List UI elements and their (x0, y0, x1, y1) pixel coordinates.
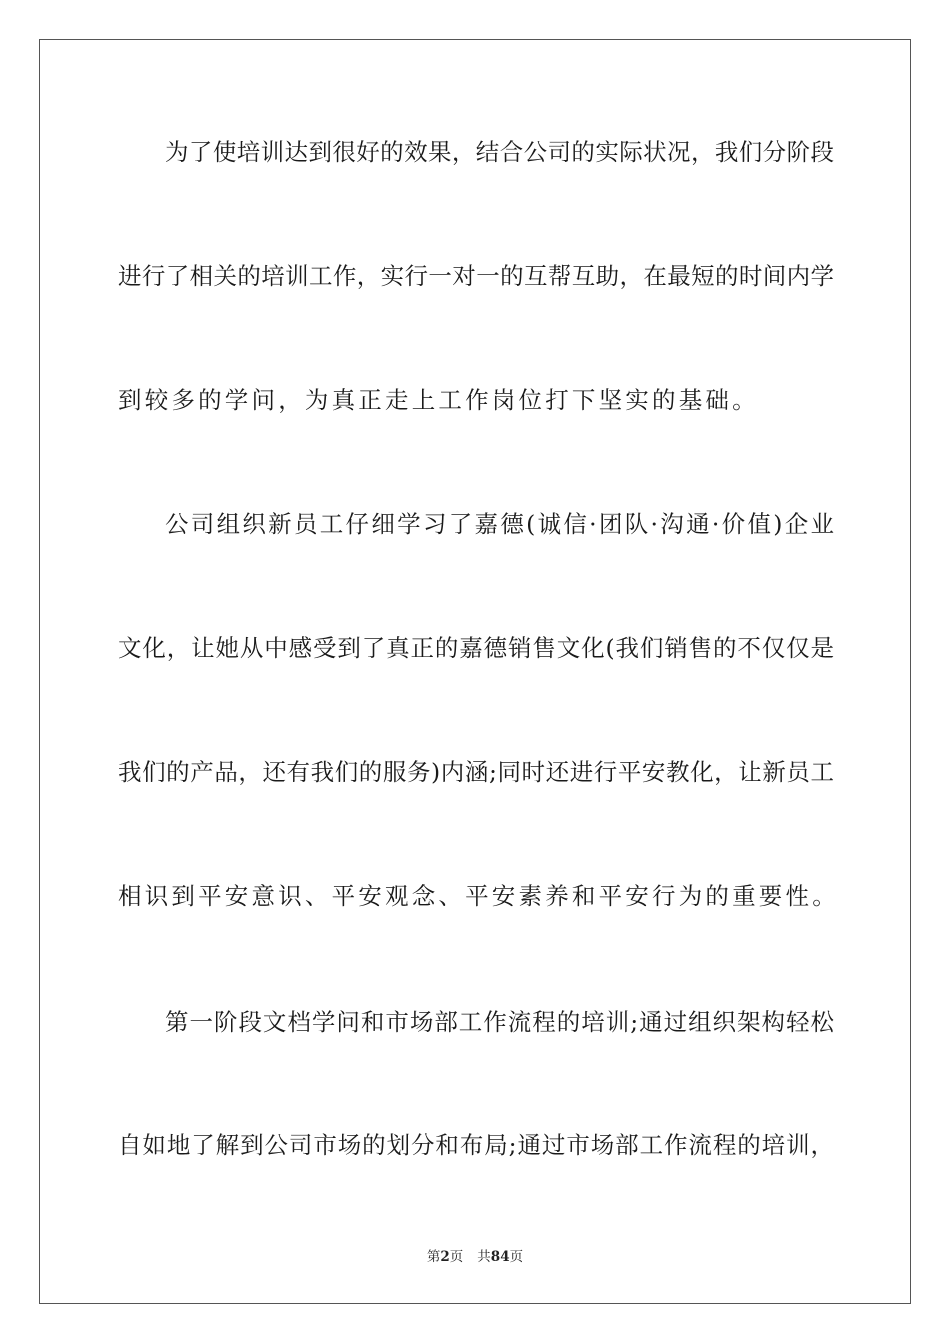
page-suffix: 页 (449, 1249, 464, 1265)
paragraph-1-line-3: 到较多的学问，为真正走上工作岗位打下坚实的基础。 (118, 386, 759, 414)
paragraph-2-line-3: 我们的产品，还有我们的服务)内涵;同时还进行平安教化，让新员工 (118, 758, 834, 786)
page-total: 84 (490, 1249, 510, 1265)
page-border (39, 39, 911, 1304)
total-prefix: 共 (477, 1249, 491, 1265)
paragraph-2-line-1: 公司组织新员工仔细学习了嘉德(诚信·团队·沟通·价值)企业 (165, 510, 834, 538)
paragraph-2-line-2: 文化，让她从中感受到了真正的嘉德销售文化(我们销售的不仅仅是 (118, 634, 834, 662)
paragraph-3-line-1: 第一阶段文档学问和市场部工作流程的培训;通过组织架构轻松 (165, 1008, 834, 1036)
page-current: 2 (440, 1249, 450, 1265)
paragraph-1-line-2: 进行了相关的培训工作，实行一对一的互帮互助，在最短的时间内学 (118, 262, 834, 290)
paragraph-3-line-2: 自如地了解到公司市场的划分和布局;通过市场部工作流程的培训， (118, 1131, 834, 1159)
total-suffix: 页 (509, 1249, 524, 1265)
page-prefix: 第 (426, 1249, 441, 1265)
paragraph-2-line-4: 相识到平安意识、平安观念、平安素养和平安行为的重要性。 (118, 882, 839, 910)
paragraph-1-line-1: 为了使培训达到很好的效果，结合公司的实际状况，我们分阶段 (165, 138, 834, 166)
page-footer (0, 1248, 950, 1266)
